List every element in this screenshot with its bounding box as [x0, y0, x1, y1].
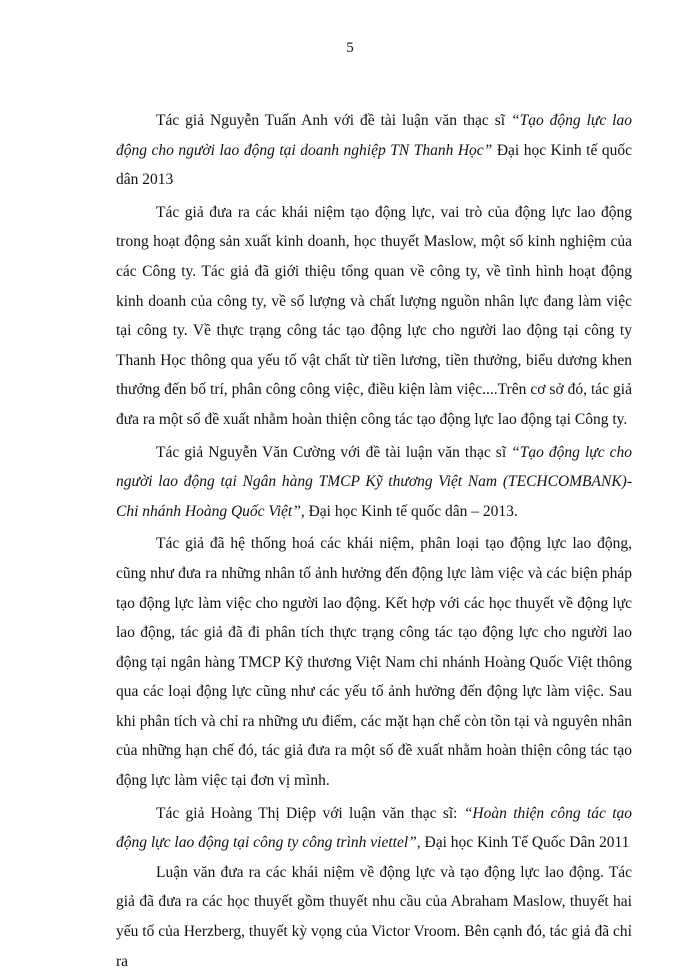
body-text: [116, 106, 632, 976]
paragraph-author-nguyen-van-cuong: [116, 438, 632, 527]
paragraph-text: Tác giả Nguyễn Văn Cường với đề tài luận văn thạc sĩ: [156, 443, 512, 461]
paragraph-text: Tác giả Nguyễn Tuấn Anh với đề tài luận văn thạc sĩ: [156, 112, 511, 129]
thesis-title: “Tạo động lực cho người lao động tại Ngân hàng TMCP Kỹ thương Việt Nam (TECHCOMBANK)- Chi nhánh Hoàng Quốc Việt”: [116, 443, 633, 520]
paragraph-text: Tác giả Hoàng Thị Diệp với luận văn thạc sĩ:: [156, 804, 464, 822]
paragraph-author-nguyen-tuan-anh: [116, 106, 632, 195]
paragraph-text: Đại học Kinh tế quốc dân 2013: [116, 141, 632, 189]
paragraph-summary-techcombank: [116, 529, 632, 795]
paragraph-summary-viettel: [116, 858, 632, 976]
thesis-title: “Hoàn thiện công tác tạo động lực lao động tại công ty công trình viettel”: [116, 804, 633, 852]
paragraph-text: , Đại học Kinh tế quốc dân – 2013.: [300, 502, 518, 520]
paragraph-text: Tác giả đưa ra các khái niệm tạo động lực, vai trò của động lực lao động trong hoạt động sản xuất kinh doanh, học thuyết Maslow, một số kinh nghiệm của các Công ty. Tác giả đã giới thiệu tổng quan về công ty, về tình hình hoạt động kinh doanh của công ty, về số lượng và chất lượng nguồn nhân lực đang làm việc tại công ty. Về thực trạng công tác tạo động lực cho người lao động tại công ty Thanh Học thông qua yếu tố vật chất từ tiền lương, tiền thưởng, biểu dương khen thưởng đến bố trí, phân công công việc, điều kiện làm việc....Trên cơ sở đó, tác giả đưa ra một số đề xuất nhằm hoàn thiện công tác tạo động lực lao động tại Công ty.: [116, 203, 632, 428]
paragraph-text: Luận văn đưa ra các khái niệm về động lực và tạo động lực lao động. Tác giả đã đưa ra các học thuyết gồm thuyết nhu cầu của Abraham Maslow, thuyết hai yếu tố của Herzberg, thuyết kỳ vọng của Victor Vroom. Bên cạnh đó, tác giả đã chỉ ra: [116, 863, 632, 970]
paragraph-summary-thanh-hoc: [116, 198, 632, 435]
paragraph-text: , Đại học Kinh Tế Quốc Dân 2011: [416, 834, 630, 852]
thesis-title: “Tạo động lực lao động cho người lao động tại doanh nghiệp TN Thanh Học”: [116, 112, 632, 159]
paragraph-author-hoang-thi-diep: [116, 799, 632, 858]
paragraph-text: Tác giả đã hệ thống hoá các khái niệm, phân loại tạo động lực lao động, cũng như đưa ra những nhân tố ảnh hưởng đến động lực làm việc và các biện pháp tạo động lực làm việc cho người lao động. Kết hợp với các học thuyết về động lực lao động, tác giả đã đi phân tích thực trạng công tác tạo động lực cho người lao động tại ngân hàng TMCP Kỹ thương Việt Nam chi nhánh Hoàng Quốc Việt thông qua các loại động lực cũng như các yếu tố ảnh hưởng đến động lực làm việc. Sau khi phân tích và chỉ ra những ưu điểm, các mặt hạn chế còn tồn tại và nguyên nhân của những hạn chế đó, tác giả đưa ra một số đề xuất nhằm hoàn thiện công tác tạo động lực làm việc tại đơn vị mình.: [116, 535, 632, 790]
page-number: 5: [346, 40, 354, 56]
